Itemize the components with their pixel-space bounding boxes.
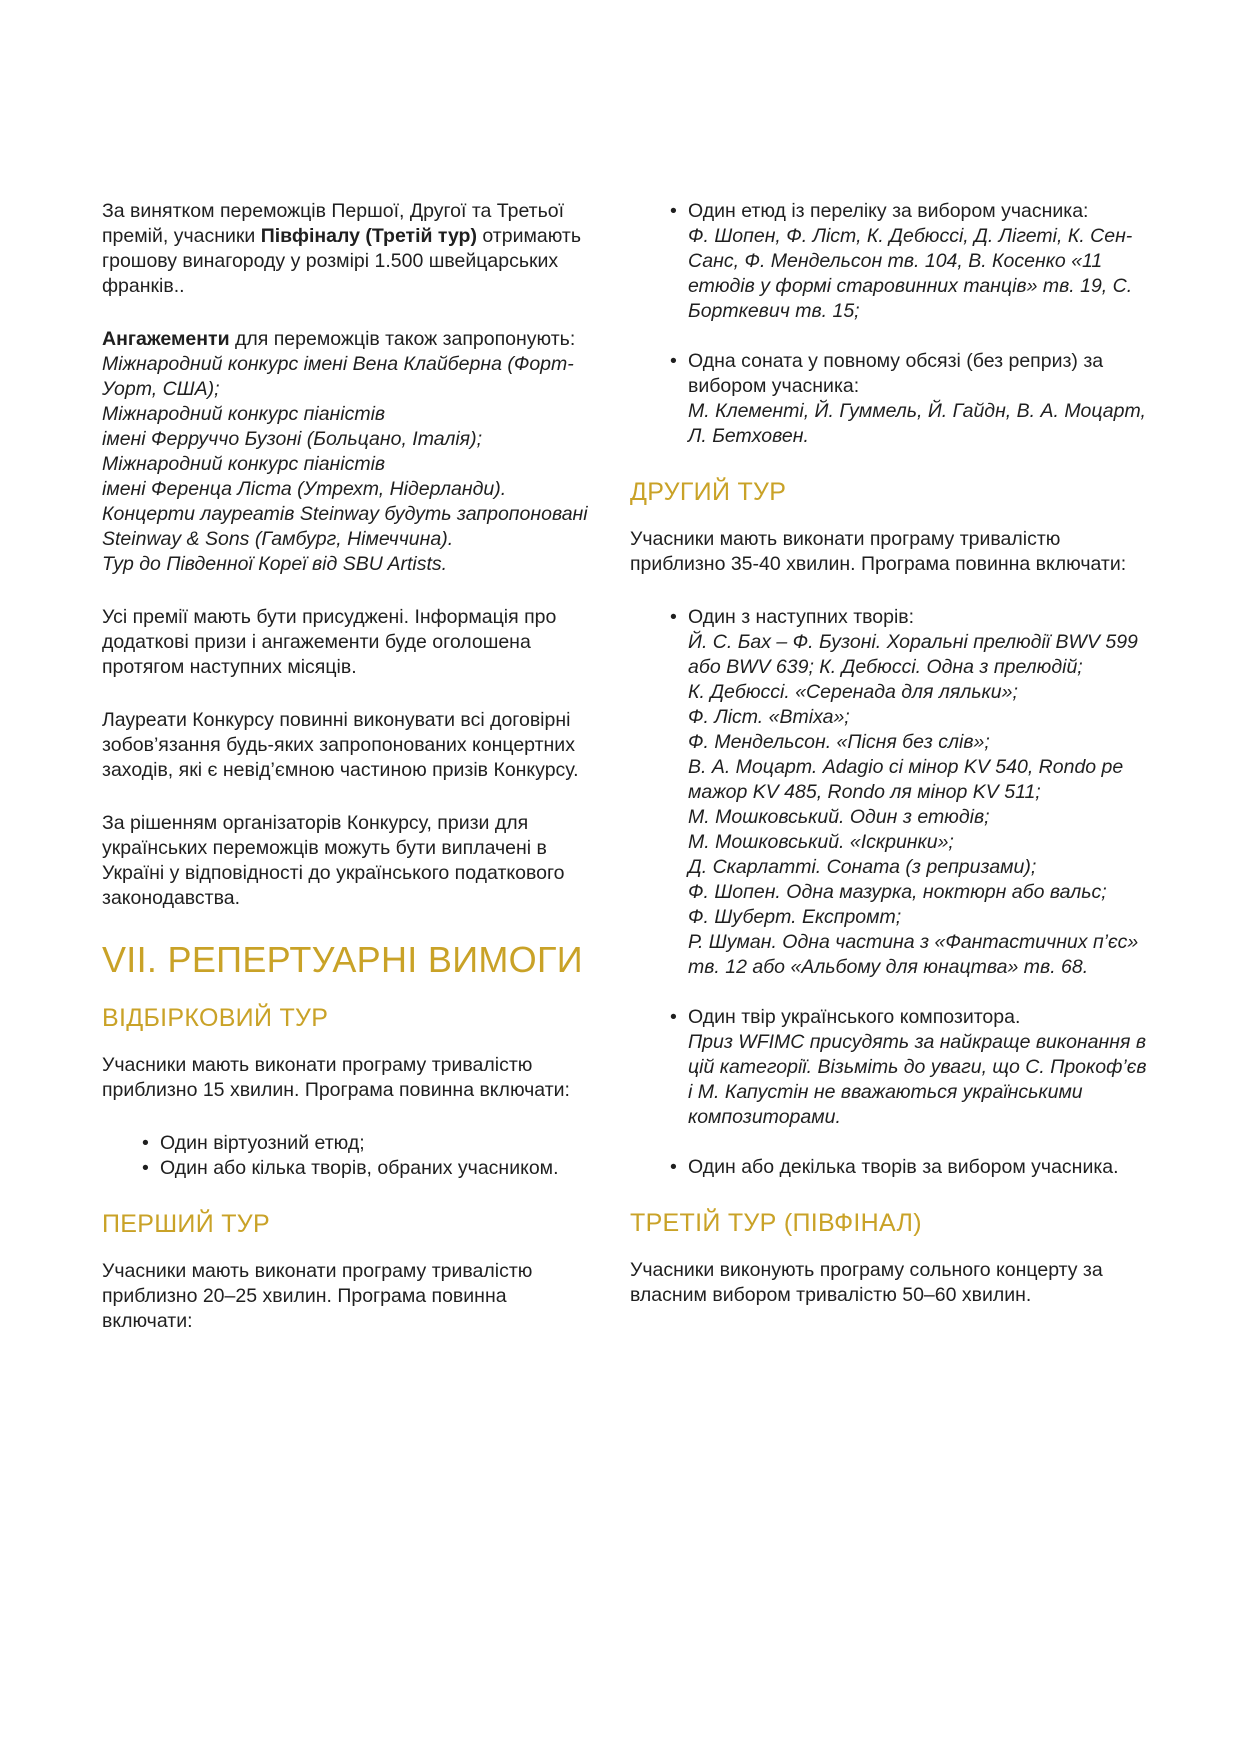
first-round-text: Учасники мають виконати програму тривалістю приблизно 20–25 хвилин. Програма повинна включати: <box>102 1260 533 1332</box>
list-item: • Одна соната у повному обсязі (без реприз) за вибором учасника: М. Клементі, Й. Гуммель, Й. Гайдн, В. А. Моцарт, Л. Бетховен. <box>670 349 1150 449</box>
first-round-title: ПЕРШИЙ ТУР <box>102 1210 270 1238</box>
selection-round-list <box>102 1131 592 1181</box>
engagement-line: імені Ференца Ліста (Утрехт, Нідерланди). <box>102 478 507 500</box>
selection-round-text: Учасники мають виконати програму тривалістю приблизно 15 хвилин. Програма повинна включати: <box>102 1054 570 1101</box>
list-item: • Один етюд із переліку за вибором учасника: Ф. Шопен, Ф. Ліст, К. Дебюссі, Д. Лігеті, К. Сен-Санс, Ф. Мендельсон тв. 104, В. Косенко «11 етюдів у формі старовинних танців» тв. 19, С. Борткевич тв. 15; <box>670 199 1150 324</box>
awards-paragraph: Усі премії мають бути присуджені. Інформація про додаткові призи і ангажементи буде оголошена протягом наступних місяців. <box>102 606 557 678</box>
section-title: VII. РЕПЕРТУАРНІ ВИМОГИ <box>102 939 583 980</box>
left-column <box>102 199 592 1362</box>
engagement-line: Міжнародний конкурс імені Вена Клайберна (Форт-Уорт, США); <box>102 353 574 400</box>
engagement-line: Міжнародний конкурс піаністів <box>102 453 386 475</box>
third-round-text: Учасники виконують програму сольного концерту за власним вибором тривалістю 50–60 хвилин. <box>630 1259 1103 1306</box>
engagements-paragraph: Ангажементи для переможців також запропонують: Міжнародний конкурс імені Вена Клайберна (Форт-Уорт, США); Міжнародний конкурс піаністів імені Ферруччо Бузоні (Больцано, Італія); Міжнародний конкурс піаністів імені Ференца Ліста (Утрехт, Нідерланди). Концерти лауреатів Steinway будуть запропоновані Steinway & Sons (Гамбург, Німеччина). Тур до Південної Кореї від SBU Artists. <box>102 327 592 577</box>
third-round-title: ТРЕТІЙ ТУР (ПІВФІНАЛ) <box>630 1209 922 1237</box>
tax-paragraph: За рішенням організаторів Конкурсу, призи для українських переможців можуть бути виплачені в Україні у відповідності до українського податкового законодавства. <box>102 812 565 909</box>
list-item: • Один або кілька творів, обраних учасником. <box>142 1156 592 1181</box>
laureates-paragraph: Лауреати Конкурсу повинні виконувати всі договірні зобов’язання будь-яких запропонованих концертних заходів, які є невід’ємною частиною призів Конкурсу. <box>102 709 579 781</box>
second-round-list <box>630 605 1150 1180</box>
engagement-line: Концерти лауреатів Steinway будуть запропоновані Steinway & Sons (Гамбург, Німеччина). <box>102 503 588 550</box>
right-column <box>630 199 1150 1336</box>
list-item: • Один віртуозний етюд; <box>142 1131 592 1156</box>
engagement-line: імені Ферруччо Бузоні (Больцано, Італія); <box>102 428 483 450</box>
prize-paragraph: За винятком переможців Першої, Другої та Третьої премій, учасники Півфіналу (Третій тур) отримають грошову винагороду у розмірі 1.500 швейцарських франків.. <box>102 200 582 297</box>
first-round-list <box>630 199 1150 449</box>
engagement-line: Тур до Південної Кореї від SBU Artists. <box>102 553 448 575</box>
second-round-text: Учасники мають виконати програму тривалістю приблизно 35-40 хвилин. Програма повинна включати: <box>630 528 1127 575</box>
list-item: • Один з наступних творів: Й. С. Бах – Ф. Бузоні. Хоральні прелюдії BWV 599 або BWV 639; К. Дебюссі. Одна з прелюдій; К. Дебюссі. «Серенада для ляльки»; Ф. Ліст. «Втіха»; Ф. Мендельсон. «Пісня без слів»; В. А. Моцарт. Adagio сі мінор KV 540, Rondo ре мажор KV 485, Rondo ля мінор KV 511; М. Мошковський. Один з етюдів; М. Мошковський. «Іскринки»; Д. Скарлатті. Соната (з репризами); Ф. Шопен. Одна мазурка, ноктюрн або вальс; Ф. Шуберт. Експромт; Р. Шуман. Одна частина з «Фантастичних п’єс» тв. 12 або «Альбому для юнацтва» тв. 68. <box>670 605 1150 980</box>
list-item: • Один або декілька творів за вибором учасника. <box>670 1155 1150 1180</box>
engagement-line: Міжнародний конкурс піаністів <box>102 403 386 425</box>
second-round-title: ДРУГИЙ ТУР <box>630 478 787 506</box>
selection-round-title: ВІДБІРКОВИЙ ТУР <box>102 1004 329 1032</box>
list-item: • Один твір українського композитора. Приз WFIMC присудять за найкраще виконання в цій категорії. Візьміть до уваги, що С. Прокоф’єв і М. Капустін не вважаються українськими композиторами. <box>670 1005 1150 1130</box>
